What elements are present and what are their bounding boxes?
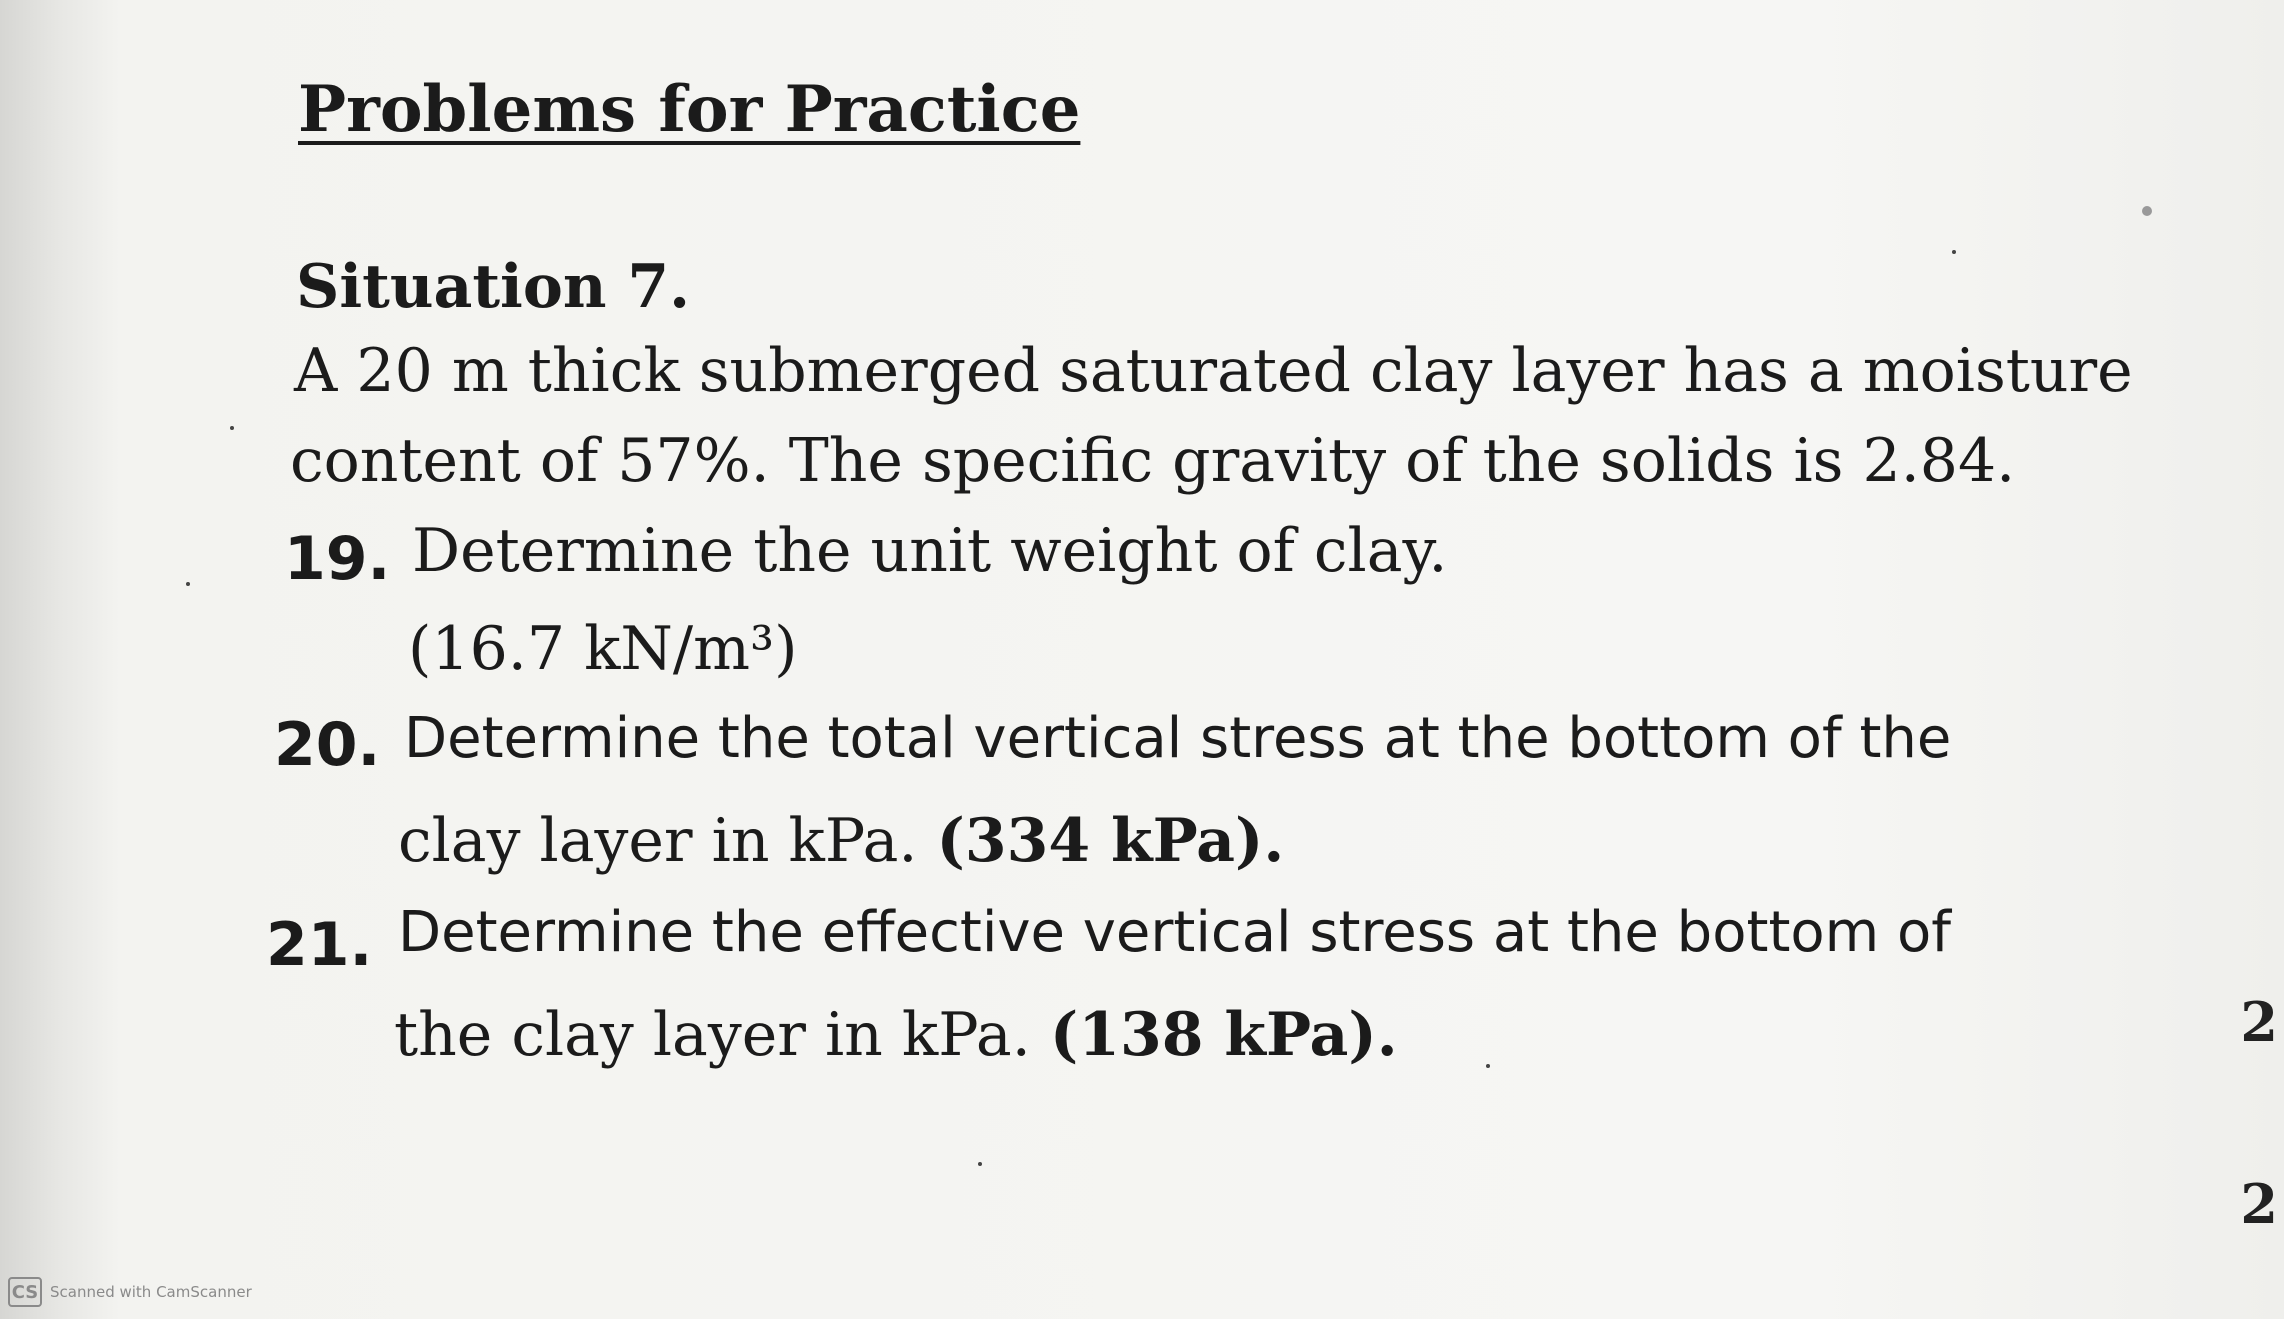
- question-21-text-line-2: [394, 1000, 1398, 1070]
- camscanner-text: Scanned with CamScanner: [50, 1283, 252, 1301]
- edge-mark-2: 2: [2240, 1172, 2278, 1236]
- question-19-answer: (16.7 kN/m³): [408, 614, 798, 684]
- situation-title: Situation 7.: [296, 252, 691, 322]
- scan-speck: [1486, 1064, 1490, 1068]
- situation-text-line-2: content of 57%. The specific gravity of the solids is 2.84.: [290, 426, 2016, 496]
- question-21-answer: (138 kPa).: [1049, 1000, 1398, 1070]
- question-20-text-line-2: [398, 806, 1284, 876]
- scan-speck: [978, 1162, 982, 1166]
- question-20-line-2-text: clay layer in kPa.: [398, 806, 918, 876]
- scan-speck: [1952, 250, 1956, 254]
- edge-mark-1: 2: [2240, 990, 2278, 1054]
- scan-speck: [186, 582, 190, 586]
- question-21-line-2-text: the clay layer in kPa.: [394, 1000, 1031, 1070]
- page-heading: Problems for Practice: [298, 72, 1081, 147]
- question-19-text: Determine the unit weight of clay.: [412, 516, 1448, 586]
- question-19-number: 19.: [284, 524, 391, 594]
- question-21-number: 21.: [266, 910, 373, 980]
- question-20-number: 20.: [274, 710, 381, 780]
- situation-text-line-1: A 20 m thick submerged saturated clay layer has a moisture: [294, 336, 2133, 406]
- camscanner-watermark: [8, 1277, 252, 1307]
- camscanner-logo-icon: CS: [8, 1277, 42, 1307]
- question-20-answer: (334 kPa).: [936, 806, 1285, 876]
- scan-speck: [2142, 206, 2152, 216]
- scan-speck: [230, 426, 234, 430]
- question-21-text-line-1: Determine the effective vertical stress at the bottom of: [398, 900, 1951, 965]
- question-20-text-line-1: Determine the total vertical stress at the bottom of the: [404, 706, 1952, 771]
